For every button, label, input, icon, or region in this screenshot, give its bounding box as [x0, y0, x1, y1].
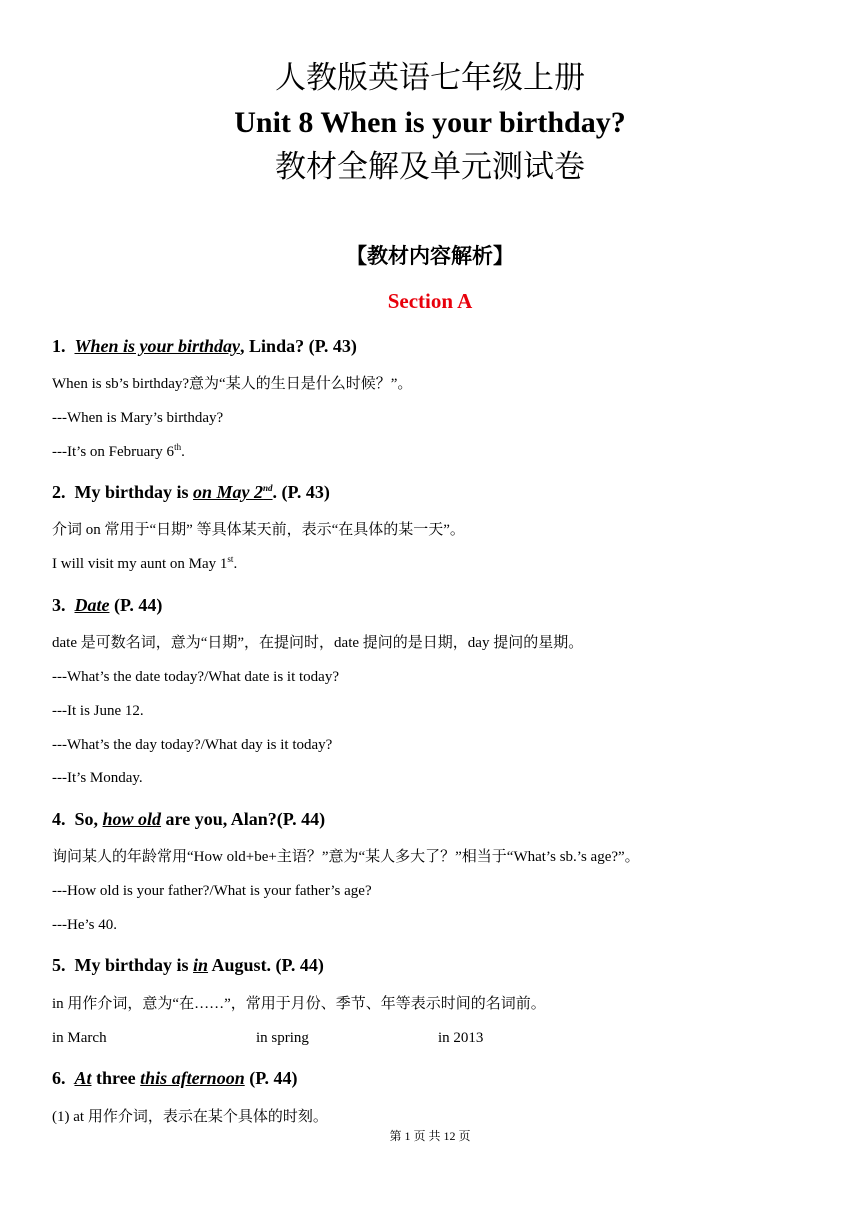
item-4-heading	[52, 807, 325, 831]
heading-text: , Linda? (P. 43)	[240, 336, 357, 356]
heading-rest: August. (P. 44)	[208, 955, 324, 975]
example-text: I will visit my aunt on May 1	[52, 556, 228, 572]
item-number: 2.	[52, 482, 66, 502]
item-1-example-question: ---When is Mary’s birthday?	[52, 410, 224, 426]
item-number: 6.	[52, 1068, 66, 1088]
item-number: 5.	[52, 955, 66, 975]
content-analysis-heading: 【教材内容解析】	[346, 244, 514, 268]
heading-text: (P. 44)	[109, 595, 163, 615]
document-title-subtitle: 教材全解及单元测试卷	[275, 149, 585, 184]
heading-text: three	[91, 1068, 141, 1088]
item-4-example-2: ---He’s 40.	[52, 917, 117, 933]
item-2-heading	[52, 480, 330, 504]
item-number: 4.	[52, 809, 66, 829]
example-text: ---It’s on February 6	[52, 444, 175, 460]
section-a-heading: Section A	[387, 289, 473, 313]
item-1-heading	[52, 334, 357, 358]
key-phrase: how old	[102, 809, 162, 829]
ordinal-suffix: nd	[263, 483, 273, 493]
item-3-example-3: ---What’s the day today?/What day is it today?	[52, 737, 333, 753]
page-footer: 第 1 页 共 12 页	[389, 1129, 471, 1143]
item-4-example-1: ---How old is your father?/What is your father’s age?	[52, 883, 372, 899]
item-5-examples	[52, 1027, 812, 1049]
item-5-explanation: in 用作介词，意为“在……”，常用于月份、季节、年等表示时间的名词前。	[52, 996, 546, 1012]
example-end: .	[181, 444, 185, 460]
item-number: 3.	[52, 595, 66, 615]
key-phrase-this-afternoon: this afternoon	[140, 1068, 245, 1088]
item-number: 1.	[52, 336, 66, 356]
key-phrase: Date	[74, 595, 110, 615]
key-phrase	[193, 482, 273, 502]
document-title-chinese: 人教版英语七年级上册	[275, 60, 585, 95]
item-2-example	[52, 553, 237, 575]
item-4-explanation: 询问某人的年龄常用“How old+be+主语？”意为“某人多大了？”相当于“What’s sb.’s age?”。	[52, 849, 640, 865]
heading-text: So,	[74, 809, 103, 829]
item-3-explanation: date 是可数名词，意为“日期”，在提问时，date 提问的是日期，day 提问的星期。	[52, 635, 584, 651]
item-3-example-4: ---It’s Monday.	[52, 770, 143, 786]
item-5-heading	[52, 953, 324, 977]
heading-rest: are you, Alan?(P. 44)	[161, 809, 326, 829]
item-1-explanation: When is sb’s birthday?意为“某人的生日是什么时候？”。	[52, 376, 413, 392]
heading-rest: . (P. 43)	[272, 482, 330, 502]
key-phrase-text: on May 2	[193, 482, 264, 502]
example-in-march: in March	[52, 1030, 107, 1046]
example-end: .	[233, 556, 238, 572]
heading-text: My birthday is	[74, 955, 194, 975]
item-6-explanation: (1) at 用作介词，表示在某个具体的时刻。	[52, 1109, 328, 1125]
key-phrase: When is your birthday	[74, 336, 241, 356]
item-1-example-answer	[52, 441, 185, 463]
item-3-heading	[52, 593, 162, 617]
key-phrase-at: At	[74, 1068, 92, 1088]
example-in-spring: in spring	[256, 1030, 309, 1046]
heading-rest: (P. 44)	[244, 1068, 298, 1088]
key-phrase: in	[193, 955, 209, 975]
heading-text: My birthday is	[74, 482, 194, 502]
document-title-unit: Unit 8 When is your birthday?	[234, 106, 626, 139]
item-6-heading	[52, 1066, 298, 1090]
item-3-example-1: ---What’s the date today?/What date is it today?	[52, 669, 339, 685]
ordinal-suffix: th	[174, 442, 182, 452]
ordinal-suffix: st	[227, 554, 234, 564]
item-2-explanation: 介词 on 常用于“日期” 等具体某天前，表示“在具体的某一天”。	[52, 522, 465, 538]
item-3-example-2: ---It is June 12.	[52, 703, 144, 719]
example-in-2013: in 2013	[438, 1030, 484, 1046]
